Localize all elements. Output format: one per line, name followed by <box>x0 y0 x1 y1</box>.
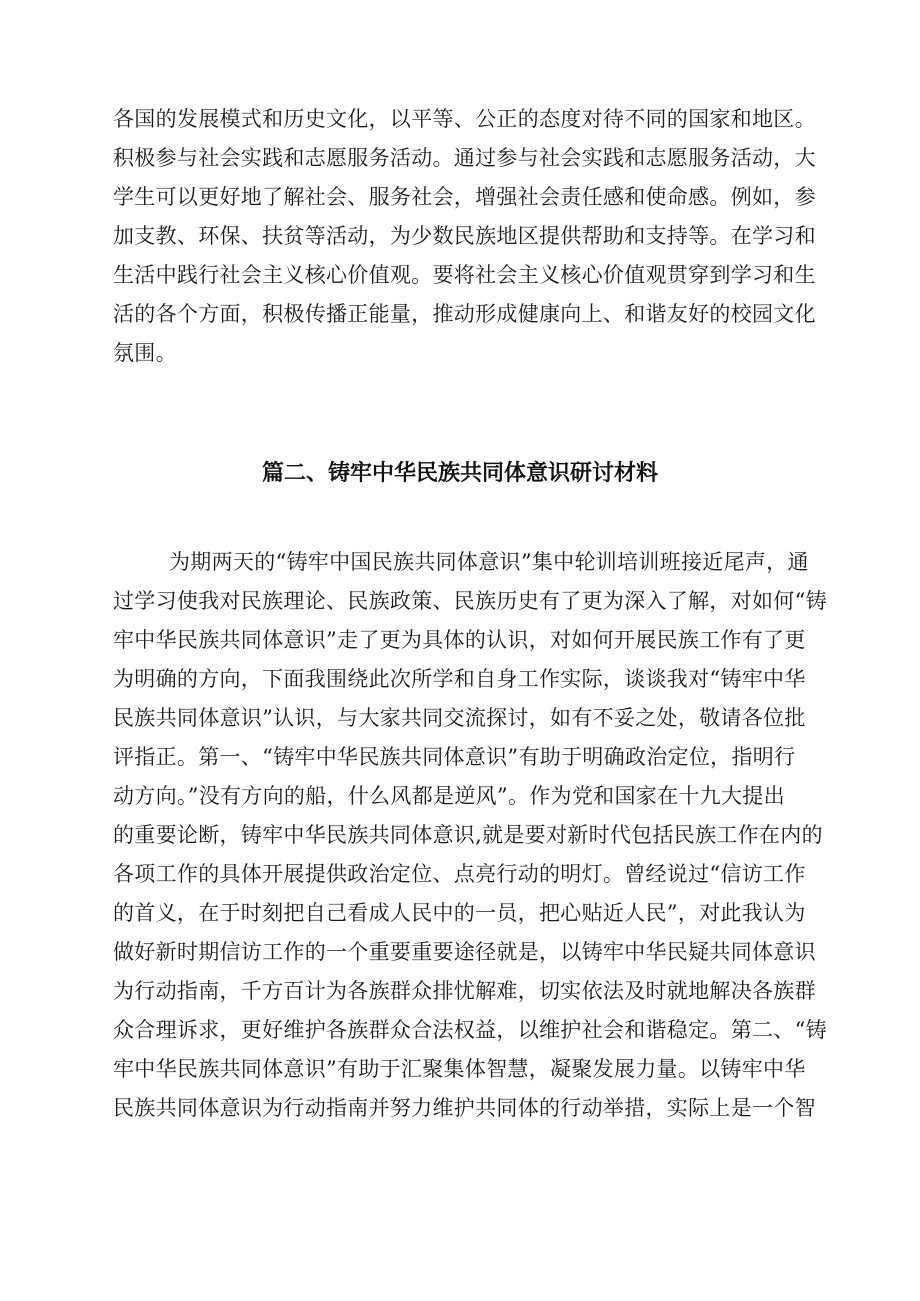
text-line: 做好新时期信访工作的一个重要重要途径就是，以铸牢中华民疑共同体意识 <box>113 940 816 964</box>
text-line: 牢中华民族共同体意识”走了更为具体的认识，对如何开展民族工作有了更 <box>113 628 806 652</box>
text-line: 加支教、环保、扶贫等活动，为少数民族地区提供帮助和支持等。在学习和 <box>113 224 816 248</box>
section-title: 篇二、铸牢中华民族共同体意识研讨材料 <box>261 461 658 486</box>
text-line: 生活中践行社会主义核心价值观。要将社会主义核心价值观贯穿到学习和生 <box>113 263 816 287</box>
text-line: 为明确的方向，下面我围绕此次所学和自身工作实际，谈谈我对“铸牢中华 <box>113 667 806 691</box>
text-line: 氛围。 <box>113 341 177 365</box>
text-line: 为期两天的“铸牢中国民族共同体意识”集中轮训培训班接近尾声，通 <box>169 550 809 574</box>
text-line: 为行动指南，千方百计为各族群众排忧解难，切实依法及时就地解决各族群 <box>113 979 816 1003</box>
text-line: 动方向。”没有方向的船，什么风都是逆风”。作为党和国家在十九大提出 <box>113 784 785 808</box>
text-line: 评指正。第一、“铸牢中华民族共同体意识”有助于明确政治定位，指明行 <box>113 745 796 769</box>
text-line: 过学习使我对民族理论、民族政策、民族历史有了更为深入了解，对如何“铸 <box>113 589 827 613</box>
text-line: 各国的发展模式和历史文化，以平等、公正的态度对待不同的国家和地区。 <box>113 107 816 131</box>
text-line: 积极参与社会实践和志愿服务活动。通过参与社会实践和志愿服务活动，大 <box>113 146 816 170</box>
text-line: 牢中华民族共同体意识”有助于汇聚集体智慧，凝聚发展力量。以铸牢中华 <box>113 1057 806 1081</box>
text-line: 的重要论断，铸牢中华民族共同体意识,就是要对新时代包括民族工作在内的 <box>113 823 823 847</box>
text-line: 学生可以更好地了解社会、服务社会，增强社会责任感和使命感。例如，参 <box>113 185 816 209</box>
text-line: 活的各个方面，积极传播正能量，推动形成健康向上、和谐友好的校园文化 <box>113 302 816 326</box>
text-line: 民族共同体意识”认识，与大家共同交流探讨，如有不妥之处，敬请各位批 <box>113 706 806 730</box>
text-line: 的首义，在于时刻把自己看成人民中的一员，把心贴近人民”，对此我认为 <box>113 901 806 925</box>
text-line: 民族共同体意识为行动指南并努力维护共同体的行动举措，实际上是一个智 <box>113 1096 816 1120</box>
text-line: 各项工作的具体开展提供政治定位、点亮行动的明灯。曾经说过“信访工作 <box>113 862 806 886</box>
text-line: 众合理诉求，更好维护各族群众合法权益，以维护社会和谐稳定。第二、“铸 <box>113 1018 827 1042</box>
